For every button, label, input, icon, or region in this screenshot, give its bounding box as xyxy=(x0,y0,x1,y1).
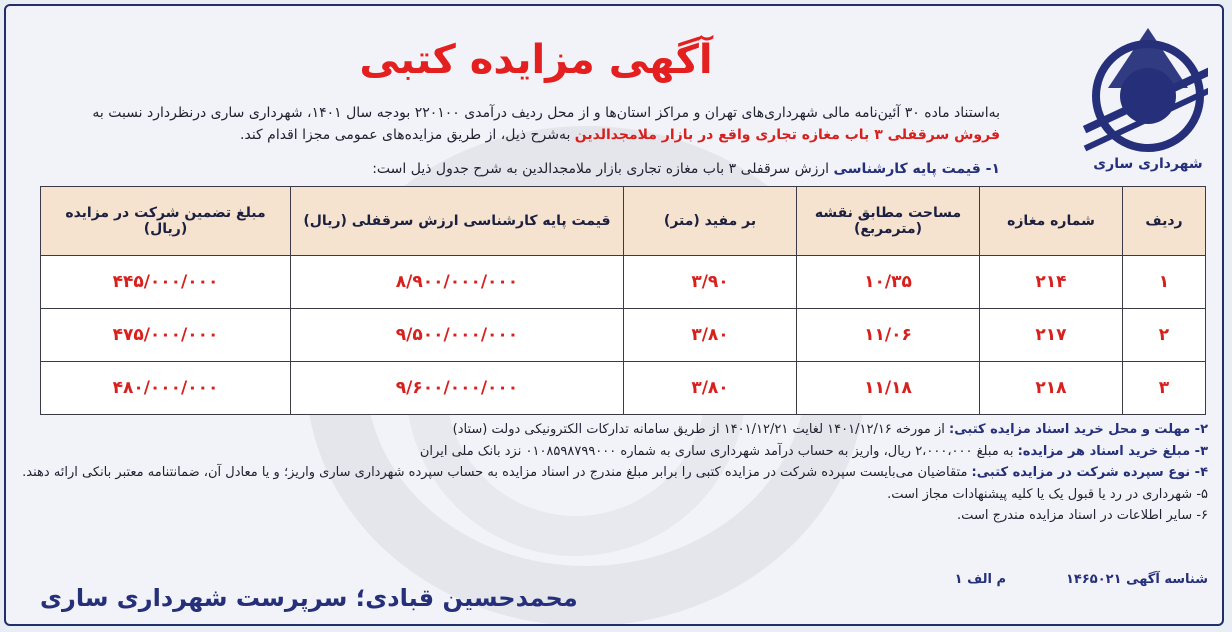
intro-line1: به‌استناد ماده ۳۰ آئین‌نامه مالی شهرداری‌های تهران و مراکز استان‌ها و از محل ردیف درآمدی ۲۲۰۱۰۰ بودجه سال ۱۴۰۱، شهرداری ساری درنظردارد نسبت به xyxy=(92,105,1000,121)
svg-text:شهرداری ساری: شهرداری ساری xyxy=(1093,156,1203,172)
municipality-logo-icon xyxy=(1018,18,1208,178)
section-1 xyxy=(10,158,1000,180)
cell-base-price: ۸/۹۰۰/۰۰۰/۰۰۰ xyxy=(291,256,624,309)
cell-area: ۱۰/۳۵ xyxy=(797,256,980,309)
cell-base-price: ۹/۶۰۰/۰۰۰/۰۰۰ xyxy=(291,362,624,415)
cell-row-number: ۲ xyxy=(1123,309,1206,362)
table-row xyxy=(41,309,1206,362)
notice-frame xyxy=(4,4,1224,626)
cell-area: ۱۱/۰۶ xyxy=(797,309,980,362)
table-row xyxy=(41,256,1206,309)
notice-title: آگهی مزایده کتبی xyxy=(359,37,713,83)
table-row xyxy=(41,362,1206,415)
col-frontage: بر مفید (متر) xyxy=(624,187,797,256)
notice-id-label: شناسه آگهی ۱۴۶۵۰۲۱ xyxy=(1066,572,1208,587)
cell-shop-number: ۲۱۴ xyxy=(980,256,1123,309)
cell-row-number: ۳ xyxy=(1123,362,1206,415)
auction-table xyxy=(40,186,1206,415)
note-item: ۲- مهلت و محل خرید اسناد مزایده کتبی: از مورخه ۱۴۰۱/۱۲/۱۶ لغایت ۱۴۰۱/۱۲/۲۱ از طریق سامانه تدارکات الکترونیکی دولت (ستاد) xyxy=(452,422,1208,437)
cell-guarantee: ۴۴۵/۰۰۰/۰۰۰ xyxy=(41,256,291,309)
cell-guarantee: ۴۸۰/۰۰۰/۰۰۰ xyxy=(41,362,291,415)
signature: محمدحسین قبادی؛ سرپرست شهرداری ساری xyxy=(40,584,578,612)
cell-area: ۱۱/۱۸ xyxy=(797,362,980,415)
intro-paragraph xyxy=(10,102,1000,146)
cell-frontage: ۳/۹۰ xyxy=(624,256,797,309)
table-header-row xyxy=(41,187,1206,256)
notice-id xyxy=(808,572,1208,587)
note-item: ۶- سایر اطلاعات در اسناد مزایده مندرج است. xyxy=(957,508,1208,523)
section-1-label: ۱- قیمت پایه کارشناسی xyxy=(833,161,1000,177)
cell-frontage: ۳/۸۰ xyxy=(624,309,797,362)
section-1-text: ارزش سرقفلی ۳ باب مغازه تجاری بازار ملامجدالدین به شرح جدول ذیل است: xyxy=(372,161,834,177)
col-shop-number: شماره مغازه xyxy=(980,187,1123,256)
notice-id-suffix: م الف ۱ xyxy=(954,572,1006,587)
col-base-price: قیمت پایه کارشناسی ارزش سرقفلی (ریال) xyxy=(291,187,624,256)
cell-guarantee: ۴۷۵/۰۰۰/۰۰۰ xyxy=(41,309,291,362)
cell-shop-number: ۲۱۷ xyxy=(980,309,1123,362)
cell-base-price: ۹/۵۰۰/۰۰۰/۰۰۰ xyxy=(291,309,624,362)
cell-shop-number: ۲۱۸ xyxy=(980,362,1123,415)
cell-frontage: ۳/۸۰ xyxy=(624,362,797,415)
note-item: ۴- نوع سپرده شرکت در مزایده کتبی: متقاضیان می‌بایست سپرده شرکت در مزایده کتبی را برابر مبلغ مندرج در اسناد مزایده به حساب سپرده شهرداری ساری واریز؛ و یا معادل آن، ضمانتنامه معتبر بانکی ارائه دهند. xyxy=(22,465,1208,480)
col-row-number: ردیف xyxy=(1123,187,1206,256)
note-item: ۳- مبلغ خرید اسناد هر مزایده: به مبلغ ۲،۰۰۰،۰۰۰ ریال، واریز به حساب درآمد شهرداری ساری به شماره ۰۱۰۸۵۹۸۷۹۹۰۰۰ نزد بانک ملی ایران xyxy=(419,443,1208,459)
intro-highlight: فروش سرقفلی ۳ باب مغازه تجاری واقع در بازار ملامجدالدین xyxy=(574,127,1000,143)
cell-row-number: ۱ xyxy=(1123,256,1206,309)
col-area: مساحت مطابق نقشه (مترمربع) xyxy=(797,187,980,256)
intro-line2: به‌شرح ذیل، از طریق مزایده‌های عمومی مجزا اقدام کند. xyxy=(240,127,575,143)
col-guarantee: مبلغ تضمین شرکت در مزایده (ریال) xyxy=(41,187,291,256)
notes-list xyxy=(8,419,1208,527)
note-item: ۵- شهرداری در رد یا قبول یک یا کلیه پیشنهادات مجاز است. xyxy=(887,486,1208,502)
